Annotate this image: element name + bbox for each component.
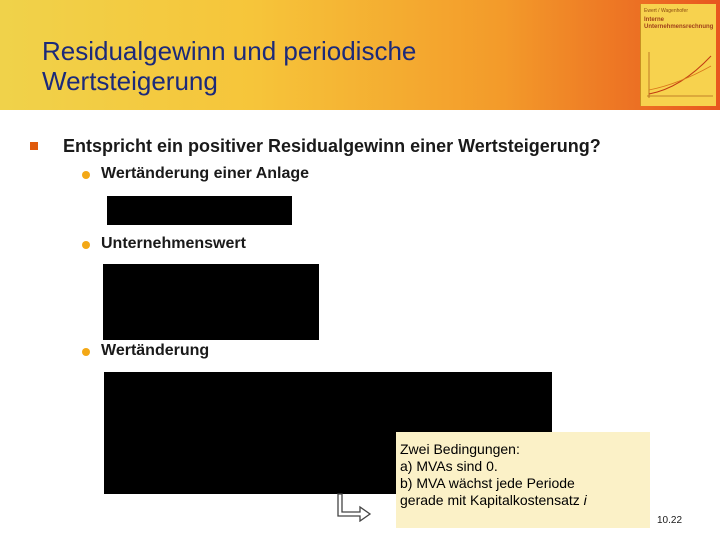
bullet-dot-icon: [82, 241, 90, 249]
bullet-square-icon: [30, 142, 38, 150]
page-number: 10.22: [657, 515, 683, 526]
slide-title: [42, 36, 416, 96]
note-line-1: Zwei Bedingungen:: [400, 441, 520, 457]
book-author: Ewert / Wagenhofer: [644, 8, 689, 14]
book-title: [644, 17, 713, 31]
book-cover-graph-icon: [641, 44, 717, 104]
main-question: Entspricht ein positiver Residualgewinn einer Wertsteigerung?: [63, 136, 601, 156]
bullet-dot-icon: [82, 171, 90, 179]
slide-title-line-2: Wertsteigerung: [42, 66, 218, 96]
book-cover-thumbnail: [640, 4, 716, 106]
bullet-value-change: Wertänderung: [101, 342, 210, 359]
slide-title-line-1: Residualgewinn und periodische: [42, 36, 417, 66]
note-line-3: b) MVA wächst jede Periode: [400, 475, 575, 491]
book-title-line-1: Interne: [644, 17, 665, 23]
note-line-4: [400, 492, 646, 509]
book-title-line-2: Unternehmensrechnung: [644, 24, 714, 30]
note-line-2: a) MVAs sind 0.: [400, 458, 498, 474]
arrow-right-icon: [334, 492, 376, 522]
note-variable: i: [583, 492, 587, 508]
bullet-company-value: Unternehmenswert: [101, 235, 246, 252]
bullet-dot-icon: [82, 348, 90, 356]
note-line-4-text: gerade mit Kapitalkostensatz: [400, 492, 584, 508]
formula-redacted-block: [107, 196, 292, 225]
conditions-note-box: [396, 432, 650, 528]
formula-redacted-block: [103, 264, 319, 340]
bullet-asset-value-change: Wertänderung einer Anlage: [101, 165, 310, 182]
